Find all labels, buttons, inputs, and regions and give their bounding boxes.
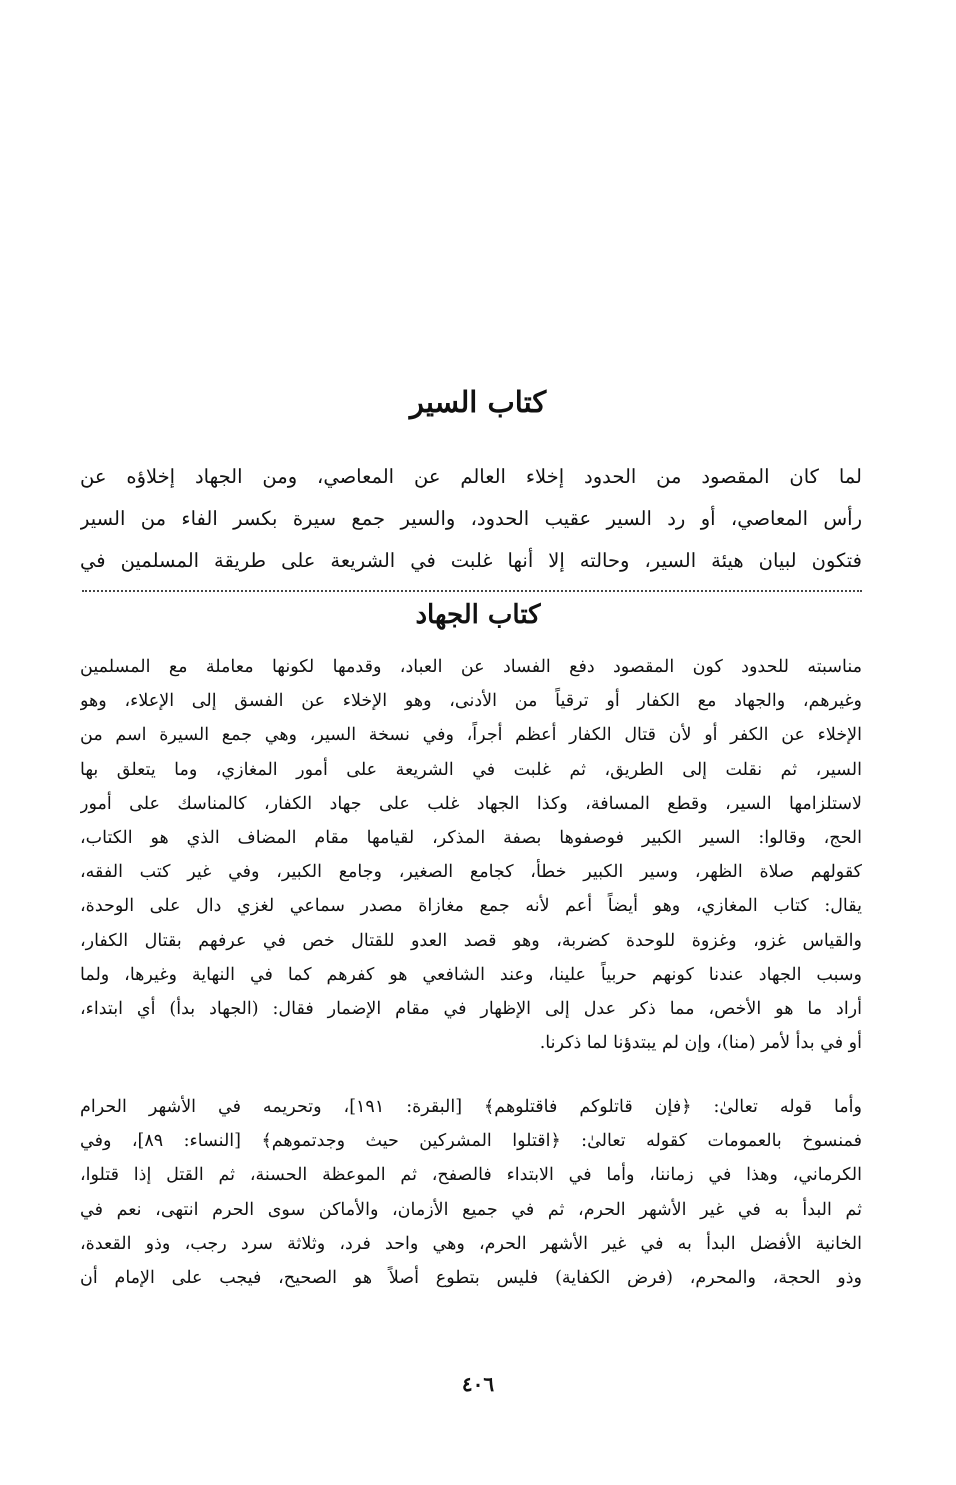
- commentary-line: وسبب الجهاد عندنا كونهم حربياً علينا، وعند الشافعي هو كفرهم كما في النهاية وغيرها، ولما: [80, 964, 862, 985]
- commentary-paragraph: [80, 650, 862, 1060]
- commentary-line: الإخلاء عن الكفر أو لأن قتال الكفار أعظم أجراً، وفي نسخة السير، وهي جمع السيرة اسم من: [80, 725, 862, 746]
- paragraph-line: الكرماني، وهذا في زماننا، وأما في الابتداء فالصفح، ثم الموعظة الحسنة، ثم القتل إذا قتلوا،: [80, 1165, 862, 1186]
- intro-line: لما كان المقصود من الحدود إخلاء العالم عن المعاصي، ومن الجهاد إخلاؤه عن: [80, 465, 862, 488]
- intro-paragraph: [80, 456, 862, 582]
- commentary-line: مناسبته للحدود كون المقصود دفع الفساد عن العباد، وقدمها لكونها معاملة مع المسلمين: [80, 657, 862, 677]
- paragraph-line: وأما قوله تعالىٰ: ﴿فإن قاتلوكم فاقتلوهم﴾ [البقرة: ١٩١]، وتحريمه في الأشهر الحرام: [80, 1097, 862, 1117]
- second-paragraph: [80, 1090, 862, 1295]
- page-number: ٤٠٦: [461, 1372, 495, 1396]
- commentary-line: والقياس غزو، وغزوة للوحدة كضربة، وهو قصد العدو للقتال خص في عرفهم بقتال الكفار،: [80, 930, 862, 951]
- paragraph-line: الخانية الأفضل البدأ به في غير الأشهر الحرم، وهي واحد فرد، وثلاثة سرد رجب، وذو القعدة،: [80, 1233, 862, 1254]
- paragraph-line: ثم البدأ به في غير الأشهر الحرم، ثم في جميع الأزمان، والأماكن سوى الحرم انتهى، نعم في: [80, 1199, 862, 1220]
- commentary-line: وغيرهم، والجهاد مع الكفار أو ترقياً من الأدنى، وهو الإخلاء عن الفسق إلى الإعلاء، وهو: [80, 691, 862, 712]
- intro-line: رأس المعاصي، أو رد السير عقيب الحدود، والسير جمع سيرة بكسر الفاء من السير: [80, 507, 862, 530]
- commentary-line: لاستلزامها السير، وقطع المسافة، وكذا الجهاد غلب على جهاد الكفار، كالمناسك على أمور: [80, 793, 862, 814]
- commentary-line: كقولهم صلاة الظهر، وسير الكبير خطأ، كجامع الصغير، وجامع الكبير، وفي غير كتب الفقه،: [80, 862, 862, 883]
- commentary-line: السير، ثم نقلت إلى الطريق، ثم غلبت في الشريعة على أمور المغازي، وما يتعلق بها: [80, 759, 862, 780]
- dotted-separator: [82, 590, 862, 592]
- commentary-line: يقال: كتاب المغازي، وهو أيضاً أعم لأنه جمع مغازاة مصدر سماعي لغزي دال على الوحدة،: [80, 896, 862, 917]
- paragraph-line: وذو الحجة، والمحرم، (فرض الكفاية) فليس بتطوع أصلاً هو الصحيح، فيجب على الإمام أن: [80, 1267, 862, 1288]
- chapter-title: كتاب السير: [409, 385, 547, 419]
- section-title: كتاب الجهاد: [415, 600, 541, 630]
- paragraph-line: فمنسوخ بالعمومات كقوله تعالىٰ: ﴿اقتلوا المشركين حيث وجدتموهم﴾ [النساء: ٨٩]، وفي: [80, 1131, 862, 1152]
- intro-line: فتكون لبيان هيئة السير، وحالته إلا أنها غلبت في الشريعة على طريقة المسلمين في: [80, 549, 862, 572]
- commentary-line: الحج، وقالوا: السير الكبير فوصفوها بصفة المذكر، لقيامها مقام المضاف الذي هو الكتاب،: [80, 827, 862, 848]
- commentary-line: أو في بدأ لأمر (منا)، وإن لم يبتدؤنا لما ذكرنا.: [539, 1033, 862, 1054]
- commentary-line: أراد ما هو الأخص، مما ذكر عدل إلى الإظهار في مقام الإضمار فقال: (الجهاد بدأ) أي ابتداء،: [80, 998, 862, 1019]
